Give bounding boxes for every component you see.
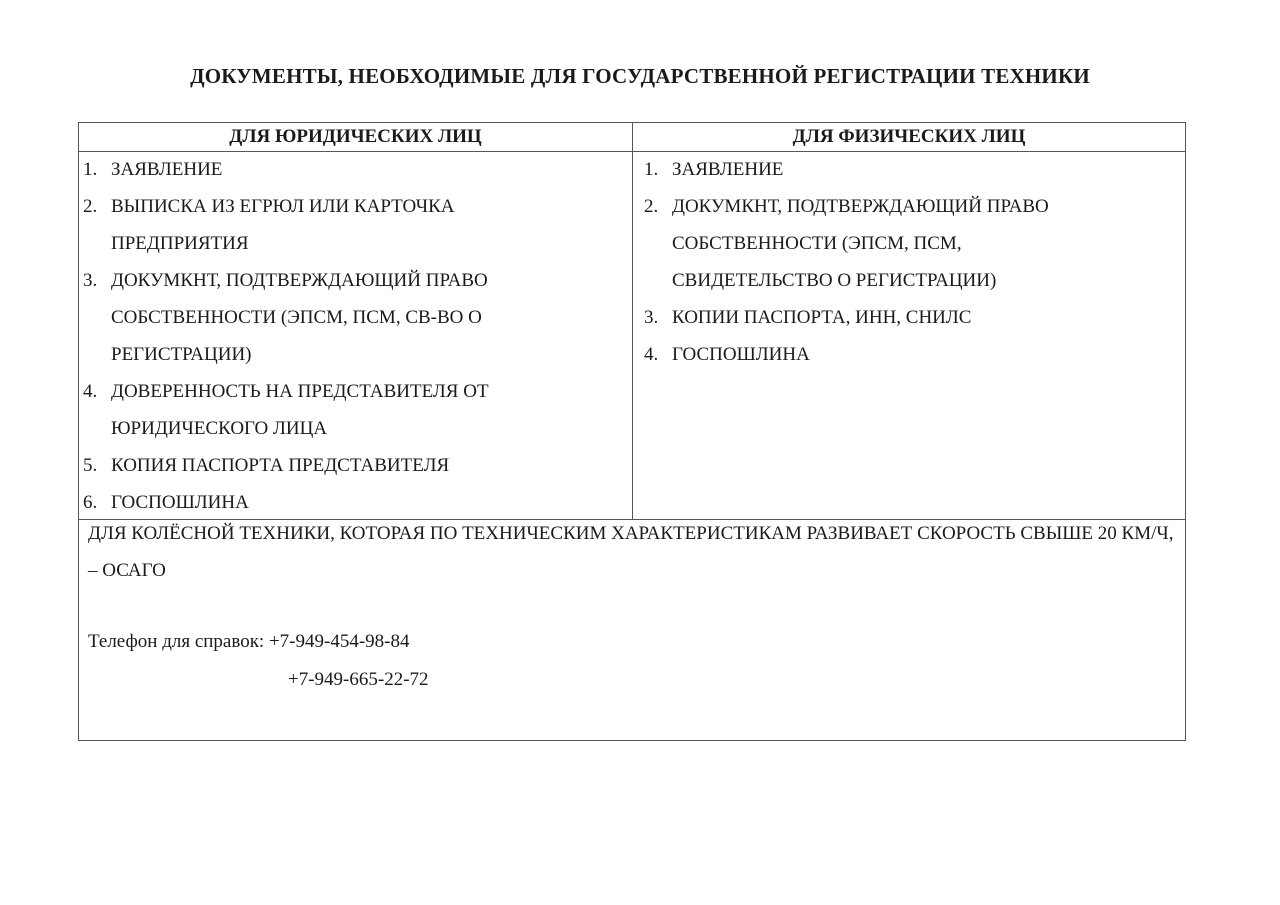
item-text: ДОВЕРЕННОСТЬ НА ПРЕДСТАВИТЕЛЯ ОТ ЮРИДИЧЕСКОГО ЛИЦА — [111, 381, 489, 439]
legal-entities-list — [83, 151, 628, 521]
documents-table — [78, 122, 1186, 741]
list-item — [83, 262, 628, 373]
item-number: 5. — [83, 455, 98, 476]
list-item — [83, 447, 628, 484]
item-text: ГОСПОШЛИНА — [111, 492, 249, 513]
item-text: ДОКУМКНТ, ПОДТВЕРЖДАЮЩИЙ ПРАВО СОБСТВЕННОСТИ (ЭПСМ, ПСМ, СВИДЕТЕЛЬСТВО О РЕГИСТРАЦИИ) — [672, 196, 1049, 291]
item-number: 2. — [83, 196, 98, 217]
phone-label: Телефон для справок: +7-949-454-98-84 — [88, 631, 410, 652]
item-number: 1. — [83, 159, 98, 180]
item-number: 1. — [644, 159, 659, 180]
item-number: 3. — [83, 270, 98, 291]
list-item — [83, 151, 628, 188]
list-item — [644, 151, 1179, 188]
osago-note: ДЛЯ КОЛЁСНОЙ ТЕХНИКИ, КОТОРАЯ ПО ТЕХНИЧЕСКИМ ХАРАКТЕРИСТИКАМ РАЗВИВАЕТ СКОРОСТЬ СВЫШЕ 20 КМ/Ч, – ОСАГО — [88, 523, 1174, 581]
item-number: 2. — [644, 196, 659, 217]
phone-number-2: +7-949-665-22-72 — [288, 669, 429, 690]
item-number: 4. — [83, 381, 98, 402]
list-item — [644, 188, 1179, 299]
item-text: КОПИИ ПАСПОРТА, ИНН, СНИЛС — [672, 307, 972, 328]
list-item — [644, 299, 1179, 336]
item-text: ЗАЯВЛЕНИЕ — [111, 159, 223, 180]
list-item — [644, 336, 1179, 373]
item-number: 6. — [83, 492, 98, 513]
item-number: 3. — [644, 307, 659, 328]
item-text: ГОСПОШЛИНА — [672, 344, 810, 365]
individuals-list — [644, 151, 1179, 373]
list-item — [83, 373, 628, 447]
item-text: КОПИЯ ПАСПОРТА ПРЕДСТАВИТЕЛЯ — [111, 455, 450, 476]
item-text: ДОКУМКНТ, ПОДТВЕРЖДАЮЩИЙ ПРАВО СОБСТВЕННОСТИ (ЭПСМ, ПСМ, СВ-ВО О РЕГИСТРАЦИИ) — [111, 270, 488, 365]
list-item — [83, 188, 628, 262]
page-title: ДОКУМЕНТЫ, НЕОБХОДИМЫЕ ДЛЯ ГОСУДАРСТВЕННОЙ РЕГИСТРАЦИИ ТЕХНИКИ — [190, 64, 1090, 88]
item-text: ЗАЯВЛЕНИЕ — [672, 159, 784, 180]
item-text: ВЫПИСКА ИЗ ЕГРЮЛ ИЛИ КАРТОЧКА ПРЕДПРИЯТИЯ — [111, 196, 455, 254]
column-divider — [632, 123, 633, 519]
item-number: 4. — [644, 344, 659, 365]
legal-entities-header: ДЛЯ ЮРИДИЧЕСКИХ ЛИЦ — [229, 126, 482, 147]
individuals-header: ДЛЯ ФИЗИЧЕСКИХ ЛИЦ — [792, 126, 1026, 147]
